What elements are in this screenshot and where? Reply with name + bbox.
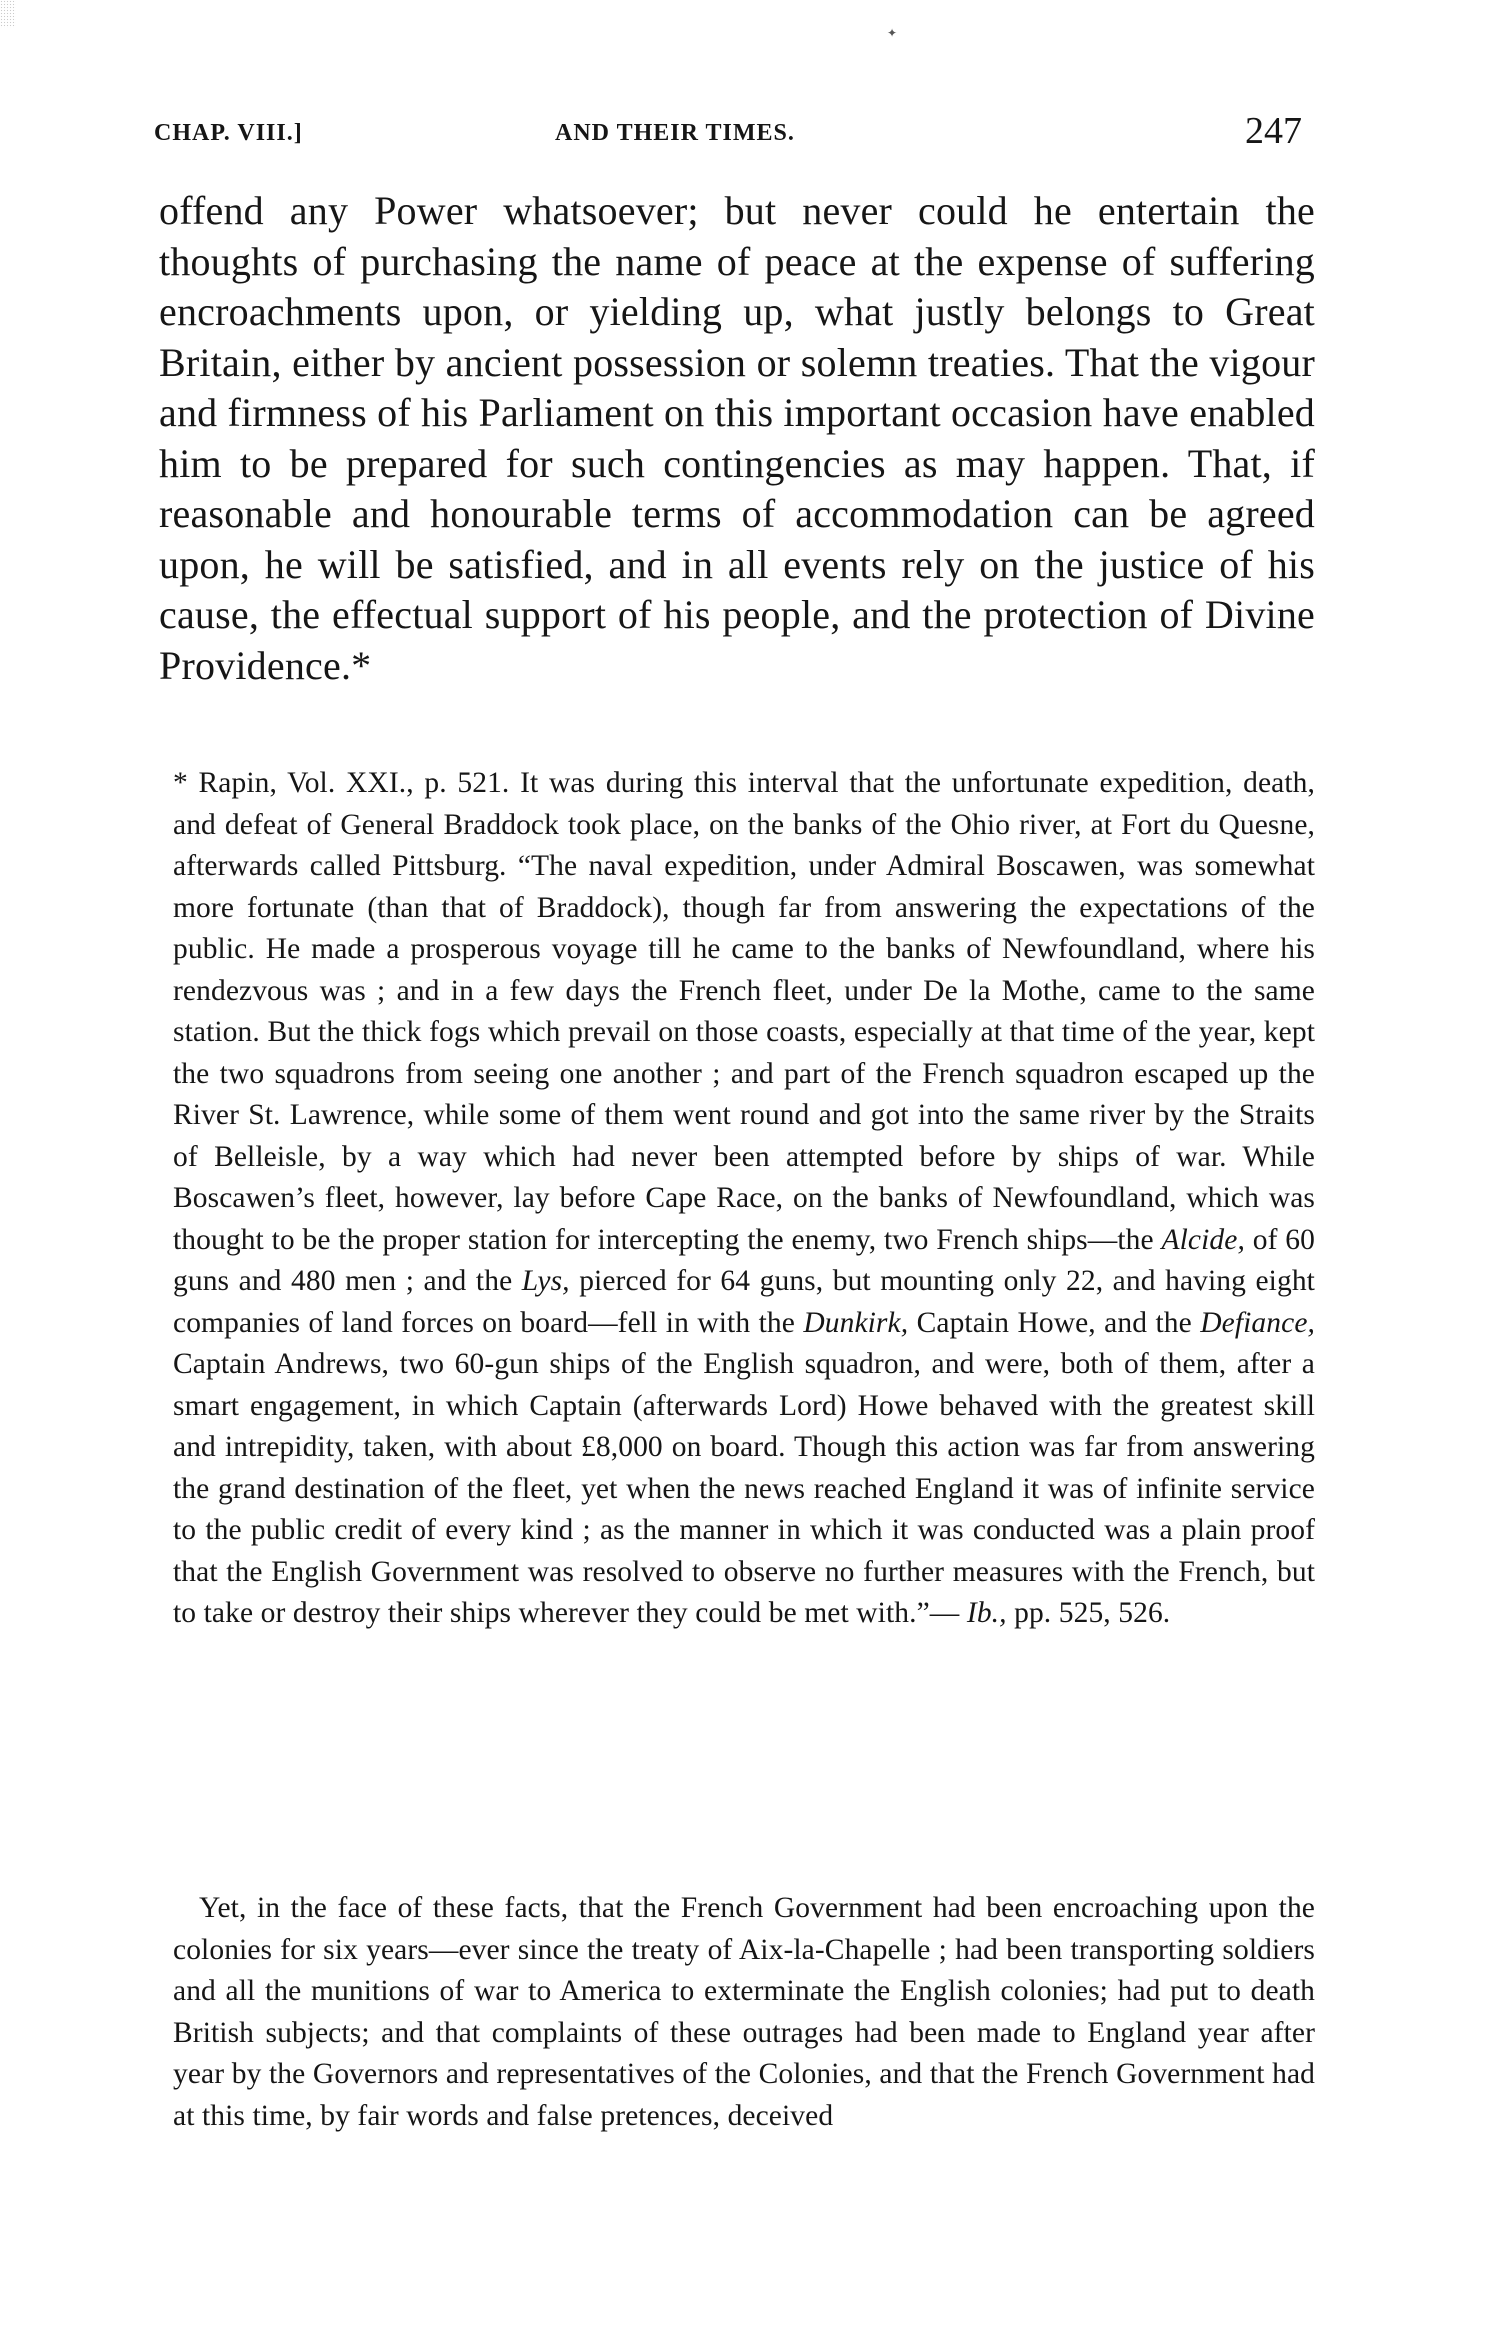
continuation-text xyxy=(173,1888,1315,2137)
scan-speckle xyxy=(0,0,16,28)
running-title: AND THEIR TIMES. xyxy=(555,120,795,146)
footnote-text-2: of 60 guns and 480 men ; and the xyxy=(173,1223,1316,1297)
footnote-text-4: Captain Howe, and the xyxy=(916,1306,1201,1339)
ship-name-dunkirk: Dunkirk, xyxy=(803,1306,909,1339)
footnote-text-5: Captain Andrews, two 60-gun ships of the English squadron, and were, both of them, after a smart engagement, in which Captain (afterwards Lord) Howe behaved with the greatest skill and intrepidity, taken, with about £8,000 on board. Though this action was far from answering the grand destination of the fleet, yet when the news reached England it was of infinite service to the public credit of every kind ; as the manner in which it was conducted was a plain proof that the English Government was resolved to observe no further measures with the French, but to take or destroy their ships wherever they could be met with.”— xyxy=(173,1348,1315,1629)
footnote-text-3: pierced for 64 guns, but mounting only 22, and having eight companies of land forces on board—fell in with the xyxy=(173,1265,1315,1339)
ship-name-alcide: Alcide, xyxy=(1161,1223,1245,1256)
continuation-paragraph: Yet, in the face of these facts, that the French Government had been encroaching upon the colonies for six years—ever since the treaty of Aix-la-Chapelle ; had been transporting soldiers and all the munitions of war to America to exterminate the English colonies; had put to death British subjects; and that complaints of these outrages had been made to England year after year by the Governors and representatives of the Colonies, and that the French Government had at this time, by fair words and false pretences, deceived xyxy=(173,1892,1315,2132)
main-body-text xyxy=(159,186,1315,691)
page-number: 247 xyxy=(1245,110,1302,152)
ink-mark: ✦ xyxy=(887,26,898,40)
ibid-reference: Ib., xyxy=(966,1597,1007,1629)
footnote-lead-text: * Rapin, Vol. XXI., p. 521. It was during this interval that the unfortunate expedition, death, and defeat of General Braddock took place, on the banks of the Ohio river, at Fort du Quesne, afterwards called Pittsburg. “The naval expedition, under Admiral Boscawen, was somewhat more fortunate (than that of Braddock), though far from answering the expectations of the public. He made a prosperous voyage till he came to the banks of Newfoundland, where his rendezvous was ; and in a few days the French fleet, under De la Mothe, came to the same station. But the thick fogs which prevail on those coasts, especially at that time of the year, kept the two squadrons from seeing one another ; and part of the French squadron escaped up the River St. Lawrence, while some of them went round and got into the same river by the Straits of Belleisle, by a way which had never been attempted before by ships of war. While Boscawen’s fleet, however, lay before Cape Race, on the banks of Newfoundland, which was thought to be the proper station for intercepting the enemy, two French ships—the xyxy=(173,767,1315,1256)
running-header xyxy=(0,112,1501,154)
page-reference: pp. 525, 526. xyxy=(1014,1597,1171,1629)
chapter-label: CHAP. VIII.] xyxy=(154,120,303,146)
footnote-paragraph xyxy=(173,763,1315,1635)
main-paragraph: offend any Power whatsoever; but never could he entertain the thoughts of purchasing the name of peace at the expense of suffering encroachments upon, or yielding up, what justly belongs to Great Britain, either by ancient possession or solemn treaties. That the vigour and firmness of his Parliament on this important occasion have enabled him to be prepared for such contingencies as may happen. That, if reasonable and honourable terms of accommodation can be agreed upon, he will be satisfied, and in all events rely on the justice of his cause, the effectual support of his people, and the protection of Divine Providence.* xyxy=(159,188,1315,688)
footnote xyxy=(173,763,1315,1635)
ship-name-defiance: Defiance, xyxy=(1200,1306,1315,1339)
ship-name-lys: Lys, xyxy=(521,1265,570,1297)
